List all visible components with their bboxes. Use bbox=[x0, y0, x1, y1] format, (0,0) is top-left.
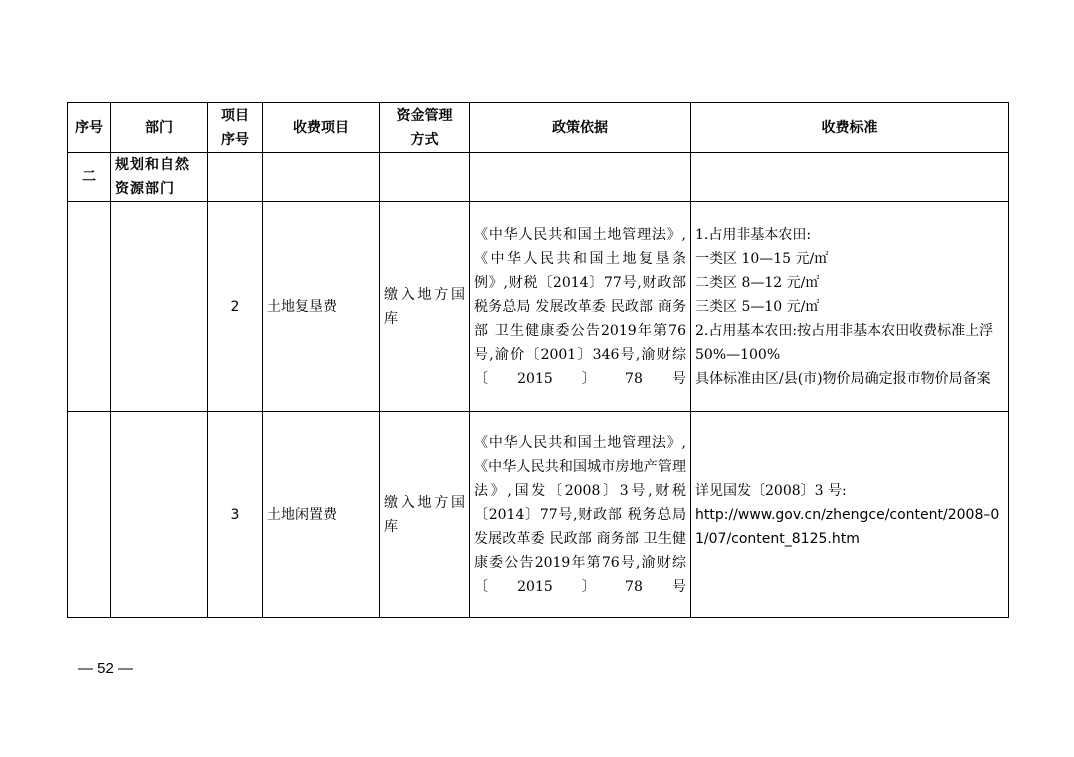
fund-management: 缴入地方国库 bbox=[380, 202, 470, 412]
header-department: 部门 bbox=[111, 103, 208, 153]
standard-line: 详见国发〔2008〕3 号: bbox=[695, 482, 847, 499]
fee-standard bbox=[691, 412, 1009, 618]
standard-line: 具体标准由区/县(市)物价局确定报市物价局备案 bbox=[695, 370, 991, 387]
page-number: — 52 — bbox=[78, 660, 134, 677]
item-no: 3 bbox=[208, 412, 263, 618]
policy-basis: 《中华人民共和国土地管理法》,《中华人民共和国土地复垦条例》,财税〔2014〕77号,财政部 税务总局 发展改革委 民政部 商务部 卫生健康委公告2019年第76号,渝价〔2001〕346号,渝财综〔2015〕78号 bbox=[470, 202, 691, 412]
standard-line: 二类区 8—12 元/㎡ bbox=[695, 274, 820, 291]
table-row bbox=[68, 202, 1009, 412]
header-fund-management: 资金管理 方式 bbox=[380, 103, 470, 153]
fund-management: 缴入地方国库 bbox=[380, 412, 470, 618]
item-name: 土地闲置费 bbox=[263, 412, 380, 618]
standard-line: 1.占用非基本农田: bbox=[695, 226, 812, 243]
item-no: 2 bbox=[208, 202, 263, 412]
header-policy-basis: 政策依据 bbox=[470, 103, 691, 153]
header-fee-item: 收费项目 bbox=[263, 103, 380, 153]
section-index: 二 bbox=[68, 153, 111, 202]
standard-line: 一类区 10—15 元/㎡ bbox=[695, 250, 829, 267]
header-fee-standard: 收费标准 bbox=[691, 103, 1009, 153]
section-row bbox=[68, 153, 1009, 202]
header-item-no: 项目 序号 bbox=[208, 103, 263, 153]
table-row bbox=[68, 412, 1009, 618]
standard-line: 三类区 5—10 元/㎡ bbox=[695, 298, 820, 315]
item-name: 土地复垦费 bbox=[263, 202, 380, 412]
standard-line: 2.占用基本农田:按占用非基本农田收费标准上浮 50%—100% bbox=[695, 322, 994, 363]
fee-standard bbox=[691, 202, 1009, 412]
fee-table bbox=[67, 102, 1009, 618]
standard-link: http://www.gov.cn/zhengce/content/2008–01/07/content_8125.htm bbox=[695, 506, 1000, 547]
section-department: 规划和自然资源部门 bbox=[111, 153, 208, 202]
header-row bbox=[68, 103, 1009, 153]
header-index: 序号 bbox=[68, 103, 111, 153]
policy-basis: 《中华人民共和国土地管理法》,《中华人民共和国城市房地产管理法》,国发〔2008〕3号,财税〔2014〕77号,财政部 税务总局 发展改革委 民政部 商务部 卫生健康委公告2019年第76号,渝财综〔2015〕78号 bbox=[470, 412, 691, 618]
